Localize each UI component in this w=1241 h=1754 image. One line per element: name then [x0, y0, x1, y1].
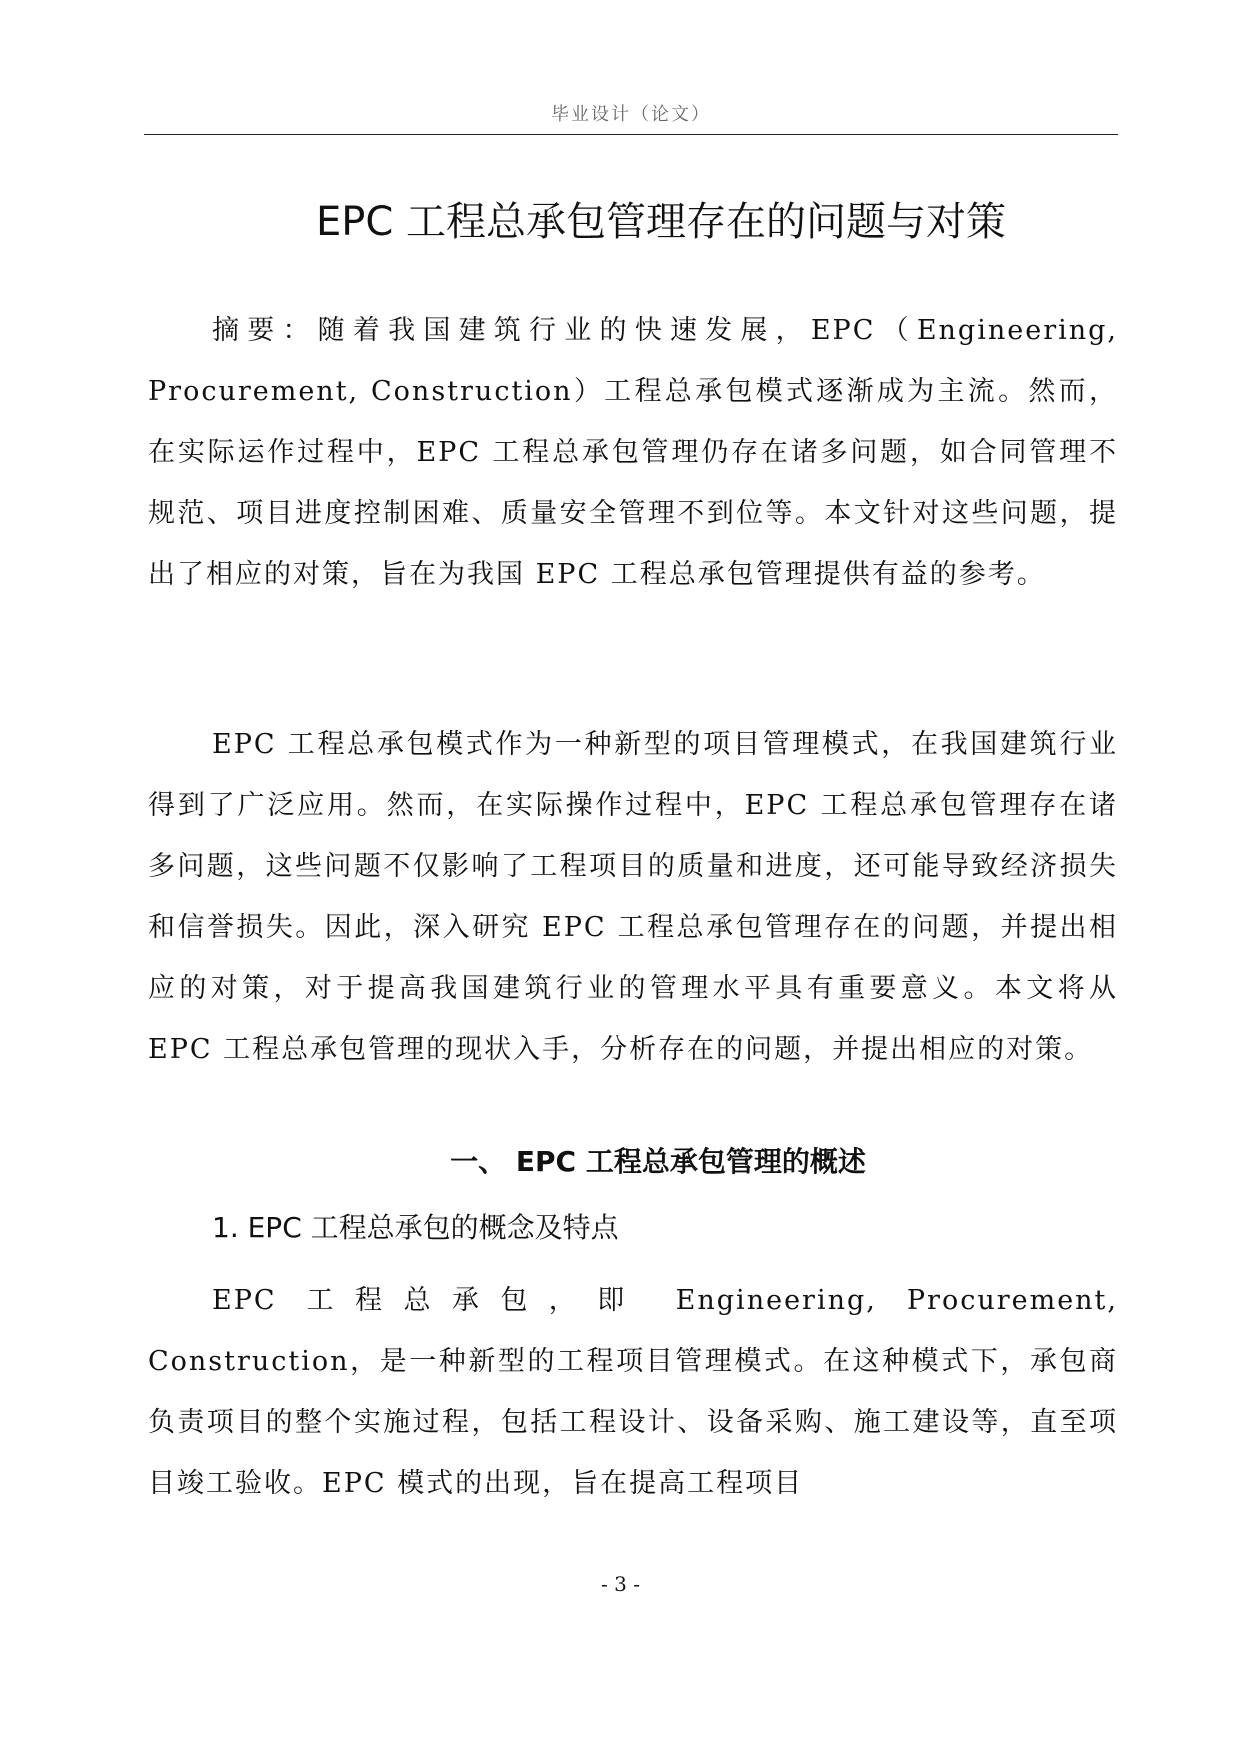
document-title: EPC 工程总承包管理存在的问题与对策 — [315, 199, 1007, 245]
running-header: 毕业设计（论文） — [551, 104, 711, 125]
abstract-paragraph: 摘要：随着我国建筑行业的快速发展，EPC（Engineering, Procurement, Construction）工程总承包模式逐渐成为主流。然而，在实际运作过程中，EPC 工程总承包管理仍存在诸多问题，如合同管理不规范、项目进度控制困难、质量安全管理不到位等。本文针对这些问题，提出了相应的对策，旨在为我国 EPC 工程总承包管理提供有益的参考。 — [148, 315, 1118, 590]
intro-paragraph: EPC 工程总承包模式作为一种新型的项目管理模式，在我国建筑行业得到了广泛应用。然而，在实际操作过程中，EPC 工程总承包管理存在诸多问题，这些问题不仅影响了工程项目的质量和进度，还可能导致经济损失和信誉损失。因此，深入研究 EPC 工程总承包管理存在的问题，并提出相应的对策，对于提高我国建筑行业的管理水平具有重要意义。本文将从 EPC 工程总承包管理的现状入手，分析存在的问题，并提出相应的对策。 — [148, 729, 1118, 1065]
sub-heading: 1. EPC 工程总承包的概念及特点 — [212, 1211, 619, 1244]
body-paragraph: EPC 工程总承包，即 Engineering, Procurement, Construction，是一种新型的工程项目管理模式。在这种模式下，承包商负责项目的整个实施过程，包括工程设计、设备采购、施工建设等，直至项目竣工验收。EPC 模式的出现，旨在提高工程项目 — [148, 1285, 1118, 1499]
section-heading: 一、 EPC 工程总承包管理的概述 — [450, 1145, 866, 1178]
header-divider — [144, 134, 1118, 135]
page-number: - 3 - — [601, 1572, 640, 1596]
